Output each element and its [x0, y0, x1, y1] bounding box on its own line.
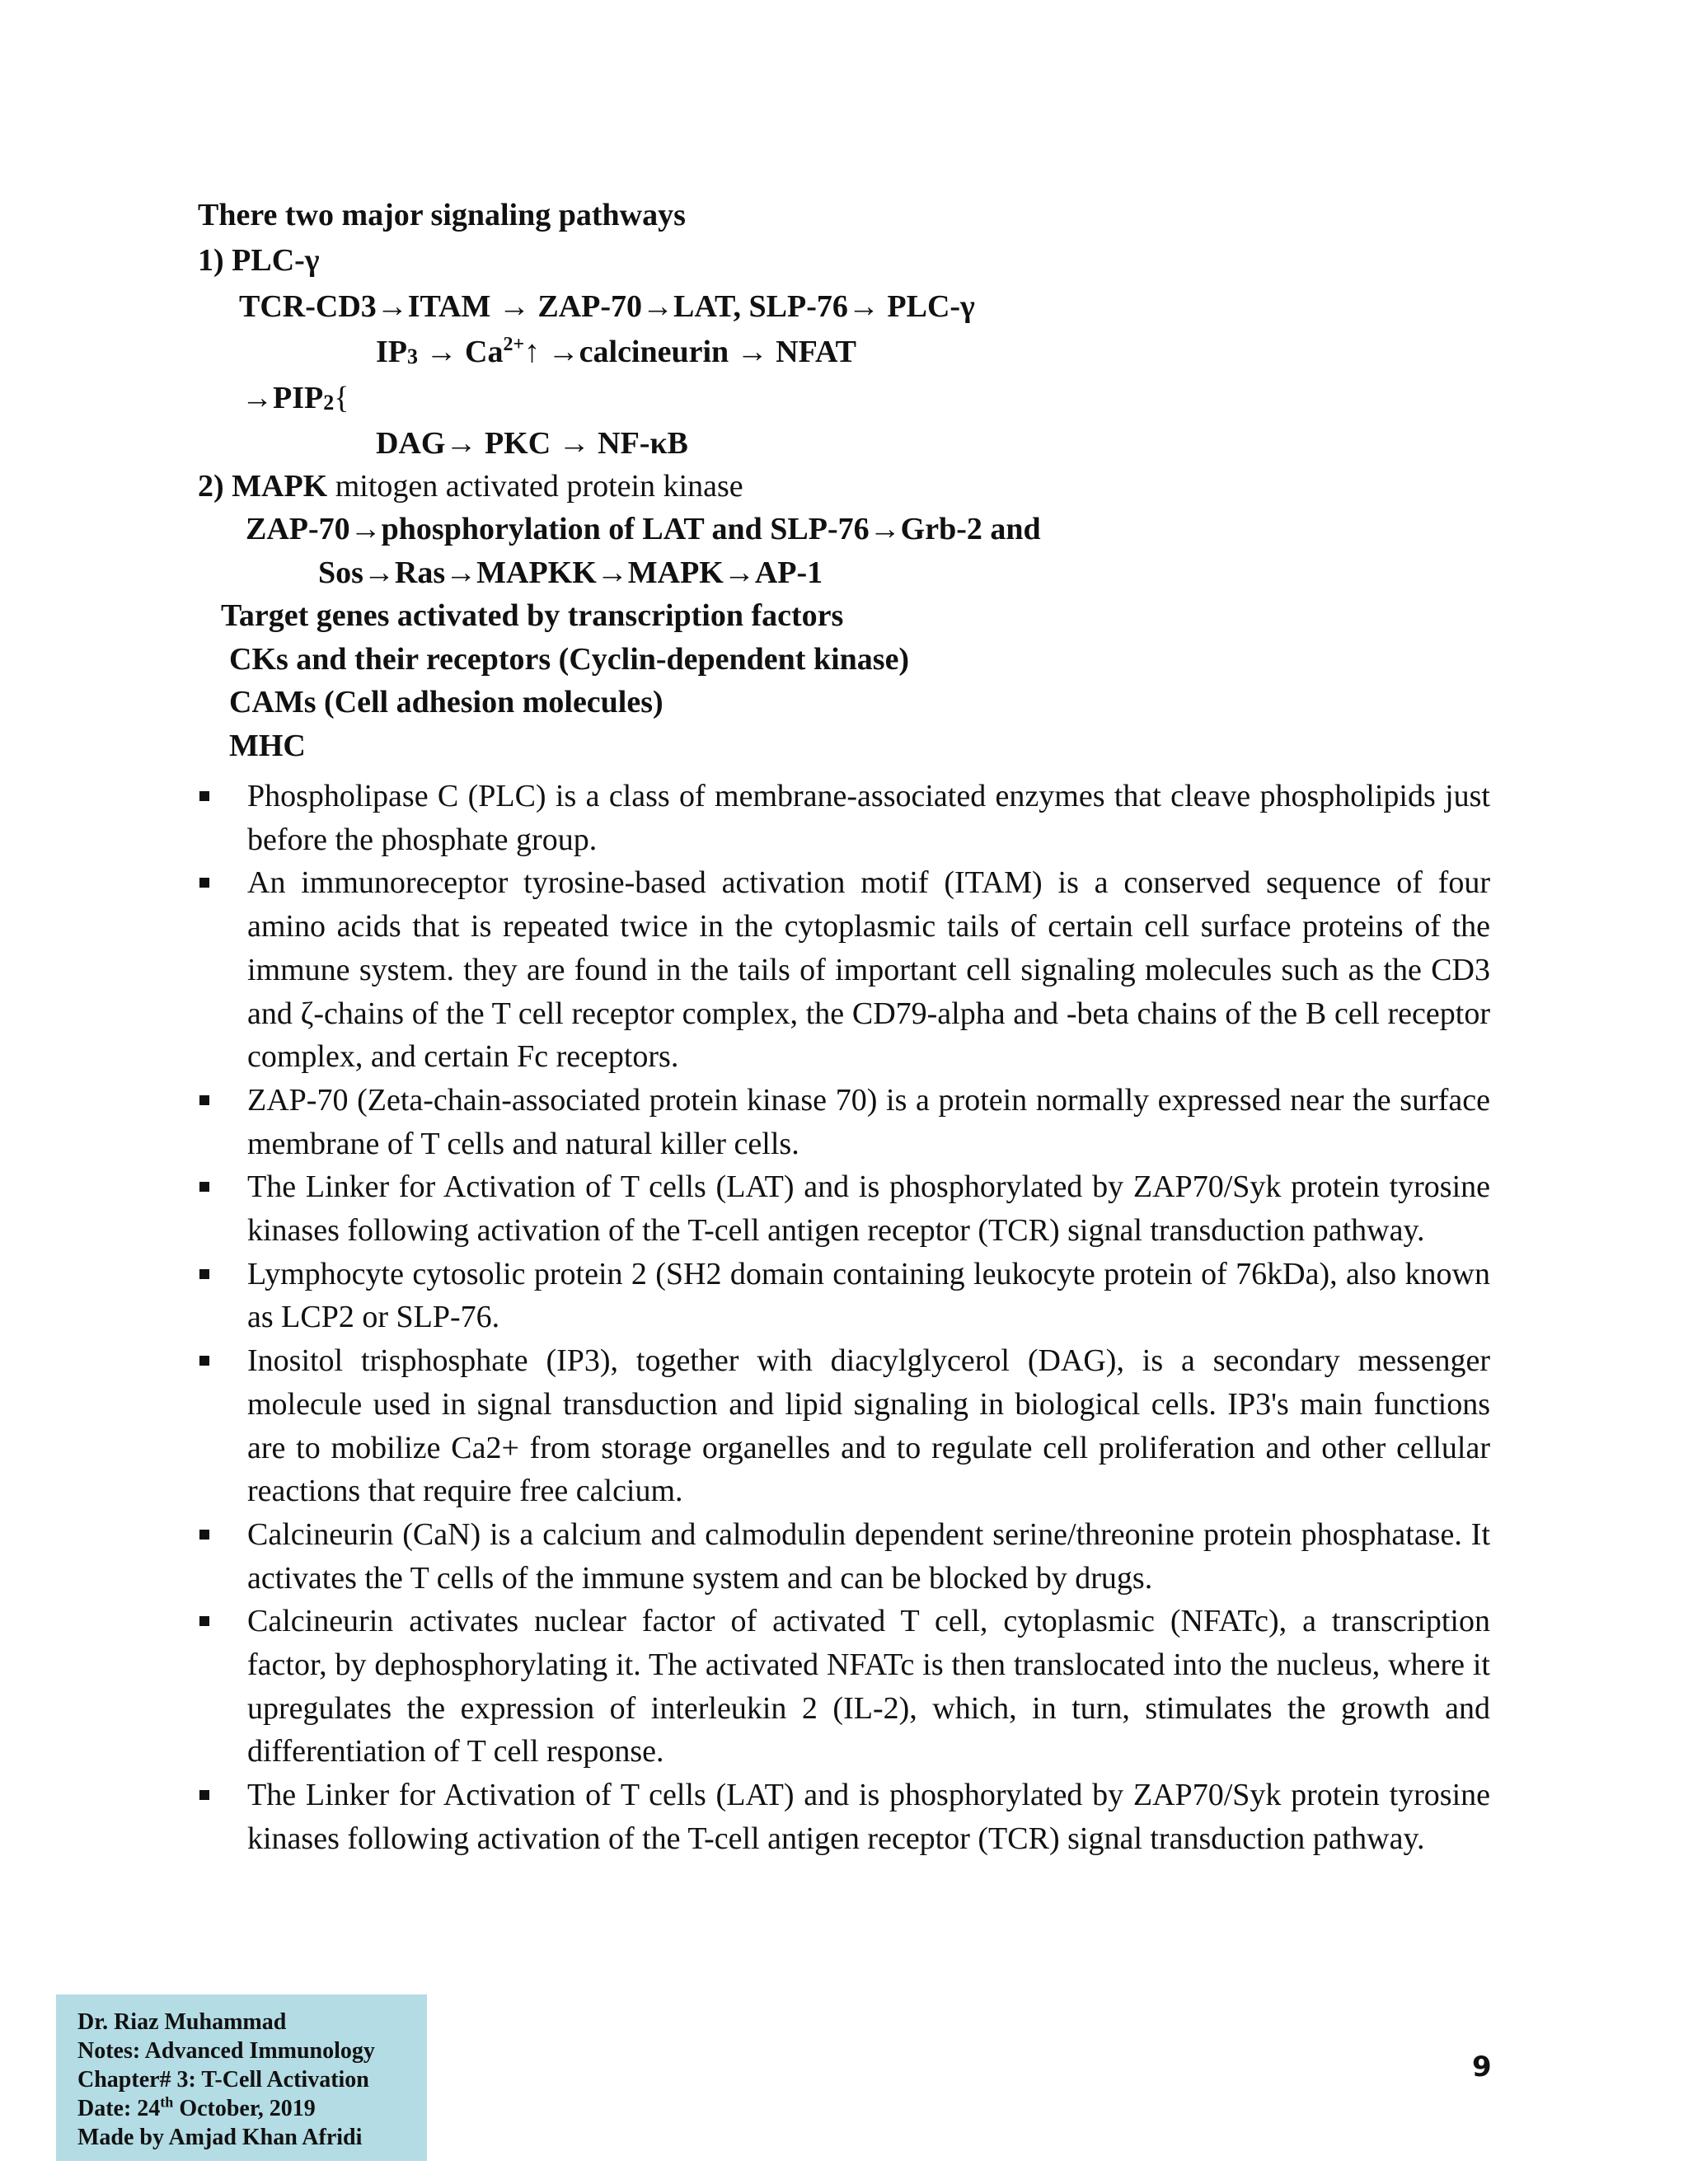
target-item-cams: CAMs (Cell adhesion molecules)	[229, 685, 663, 719]
page-number: 9	[1472, 2050, 1492, 2083]
list-item-text: Phospholipase C (PLC) is a class of membrane-associated enzymes that cleave phospholipids just before the phosphate group.	[247, 779, 1490, 857]
square-bullet-icon	[199, 1530, 209, 1540]
footer-chapter: Chapter# 3: T-Cell Activation	[77, 2067, 369, 2093]
list-item-text: Calcineurin (CaN) is a calcium and calmodulin dependent serine/threonine protein phosphatase. It activates the T cells of the immune system and can be blocked by drugs.	[247, 1516, 1490, 1596]
list-item-text: Lymphocyte cytosolic protein 2 (SH2 domain containing leukocyte protein of 76kDa), also known as LCP2 or SLP-76.	[247, 1256, 1490, 1335]
square-bullet-icon	[199, 791, 209, 801]
square-bullet-icon	[199, 1269, 209, 1279]
list-item	[198, 1513, 1490, 1600]
pathway2-title-rest: mitogen activated protein kinase	[327, 469, 743, 504]
definitions-list	[198, 775, 1490, 1861]
ip3-line	[376, 334, 856, 370]
target-item-cks: CKs and their receptors (Cyclin-dependent kinase)	[229, 642, 910, 677]
footer-date-sup: th	[160, 2093, 174, 2111]
target-item-mhc: MHC	[229, 729, 306, 763]
list-item	[198, 775, 1490, 861]
list-item	[198, 1339, 1490, 1513]
list-item	[198, 1774, 1490, 1860]
square-bullet-icon	[199, 1356, 209, 1366]
list-item-text: An immunoreceptor tyrosine-based activation motif (ITAM) is a conserved sequence of four amino acids that is repeated twice in the cytoplasmic tails of certain cell surface proteins of the immune system. they are found in the tails of important cell signaling molecules such as the CD3 and ζ-chains of the T cell receptor complex, the CD79-alpha and -beta chains of the B cell receptor complex, and certain Fc receptors.	[247, 865, 1490, 1075]
pathway2-chain-line1: ZAP-70→phosphorylation of LAT and SLP-76→Grb-2 and	[246, 512, 1041, 546]
footer-date-rest: October, 2019	[173, 2096, 316, 2121]
list-item-text: ZAP-70 (Zeta-chain-associated protein kinase 70) is a protein normally expressed near the surface membrane of T cells and natural killer cells.	[247, 1082, 1490, 1161]
pathway2-chain-line2: Sos→Ras→MAPKK→MAPK→AP-1	[318, 555, 823, 590]
pathway1-title: 1) PLC-γ	[198, 243, 320, 278]
pip2-brace: {	[334, 381, 349, 415]
targets-title: Target genes activated by transcription factors	[221, 598, 844, 633]
list-item	[198, 1600, 1490, 1774]
list-item-text: Calcineurin activates nuclear factor of activated T cell, cytoplasmic (NFATc), a transcription factor, by dephosphorylating it. The activated NFATc is then translocated into the nucleus, where it upregulates the expression of interleukin 2 (IL-2), which, in turn, stimulates the growth and differentiation of T cell response.	[247, 1604, 1490, 1769]
dag-line: DAG→ PKC → NF-κB	[376, 426, 688, 461]
square-bullet-icon	[199, 1616, 209, 1626]
pathway2-title	[198, 468, 743, 504]
footer-date-prefix: Date: 24	[77, 2096, 161, 2121]
ip3-arrow-ca: → Ca	[418, 335, 504, 369]
section-heading: There two major signaling pathways	[198, 198, 686, 232]
list-item	[198, 1079, 1490, 1165]
footer-date	[77, 2094, 406, 2123]
square-bullet-icon	[199, 1790, 209, 1800]
pip2-prefix: →PIP	[241, 381, 324, 415]
square-bullet-icon	[199, 878, 209, 888]
list-item	[198, 861, 1490, 1079]
ip3-rest: →calcineurin → NFAT	[540, 335, 856, 369]
square-bullet-icon	[199, 1182, 209, 1192]
footer-notes: Notes: Advanced Immunology	[77, 2038, 375, 2064]
footer-author: Dr. Riaz Muhammad	[77, 2009, 287, 2035]
list-item-text: The Linker for Activation of T cells (LAT) and is phosphorylated by ZAP70/Syk protein tyrosine kinases following activation of the T-cell antigen receptor (TCR) signal transduction pathway.	[247, 1778, 1490, 1856]
list-item	[198, 1165, 1490, 1252]
pathway1-chain: TCR-CD3→ITAM → ZAP-70→LAT, SLP-76→ PLC-γ	[239, 289, 975, 324]
ip3-prefix: IP	[376, 335, 407, 369]
list-item	[198, 1253, 1490, 1339]
list-item-text: Inositol trisphosphate (IP3), together with diacylglycerol (DAG), is a secondary messenger molecule used in signal transduction and lipid signaling in biological cells. IP3's main functions are to mobilize Ca2+ from storage organelles and to regulate cell proliferation and other cellular reactions that require free calcium.	[247, 1343, 1490, 1509]
ca-superscript: 2+	[503, 334, 525, 355]
up-arrow-icon: ↑	[524, 335, 541, 369]
list-item-text: The Linker for Activation of T cells (LAT) and is phosphorylated by ZAP70/Syk protein tyrosine kinases following activation of the T-cell antigen receptor (TCR) signal transduction pathway.	[247, 1169, 1490, 1249]
footer-info-box	[56, 1994, 427, 2161]
pip2-line	[241, 380, 349, 416]
pip2-subscript: 2	[323, 391, 335, 415]
square-bullet-icon	[199, 1095, 209, 1105]
ip3-subscript: 3	[407, 344, 418, 368]
pathway2-title-bold: 2) MAPK	[198, 469, 328, 504]
footer-made-by: Made by Amjad Khan Afridi	[77, 2125, 363, 2150]
